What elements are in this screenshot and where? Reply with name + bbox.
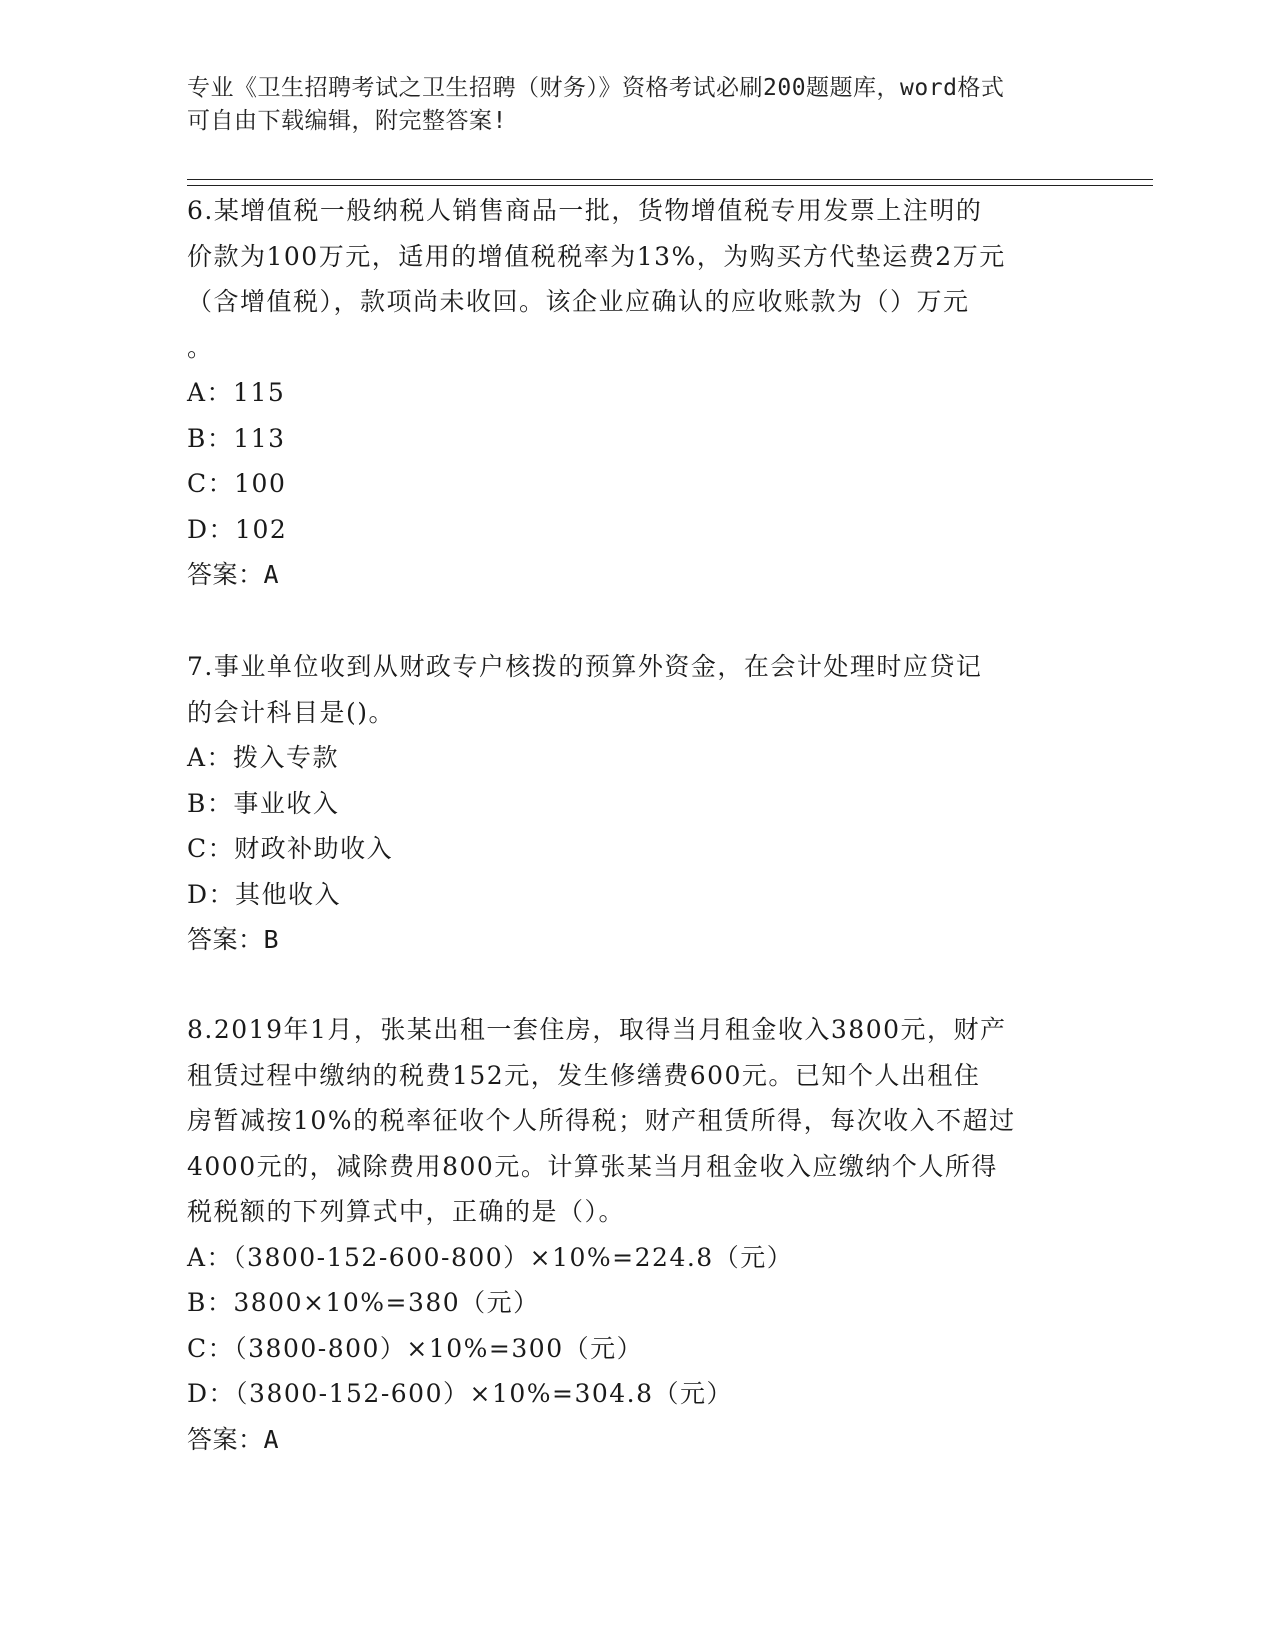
question-6 (187, 188, 1087, 598)
option-b: B：113 (187, 423, 286, 453)
option-b: B：3800×10%=380（元） (187, 1288, 540, 1317)
option-b: B：事业收入 (187, 788, 340, 818)
question-stem-line: 的会计科目是()。 (187, 697, 396, 727)
question-stem-line: 价款为100万元，适用的增值税税率为13%，为购买方代垫运费2万元 (187, 241, 1006, 271)
option-c: C：财政补助收入 (187, 834, 394, 863)
option-c: C：100 (187, 469, 287, 498)
header-line-1: 专业《卫生招聘考试之卫生招聘（财务）》资格考试必刷200题题库，word格式 (187, 75, 1005, 101)
option-d: D：其他收入 (187, 879, 342, 909)
option-a: A：115 (187, 378, 286, 407)
question-stem-line: 税税额的下列算式中，正确的是（）。 (187, 1197, 626, 1226)
option-a: A：拨入专款 (187, 743, 340, 772)
question-stem-line: （含增值税），款项尚未收回。该企业应确认的应收账款为（）万元 (187, 287, 970, 316)
option-d: D：102 (187, 514, 288, 544)
question-stem-line: 6.某增值税一般纳税人销售商品一批，货物增值税专用发票上注明的 (187, 196, 983, 225)
question-8 (187, 1007, 1087, 1462)
option-d: D：（3800-152-600）×10%=304.8（元） (187, 1379, 734, 1408)
question-stem-line: 8.2019年1月，张某出租一套住房，取得当月租金收入3800元，财产 (187, 1015, 1007, 1044)
answer-line: 答案：B (187, 925, 280, 954)
header-divider-top (187, 179, 1153, 180)
answer-line: 答案：A (187, 1424, 280, 1454)
question-stem-line: 7.事业单位收到从财政专户核拨的预算外资金，在会计处理时应贷记 (187, 652, 983, 681)
option-c: C：（3800-800）×10%=300（元） (187, 1333, 644, 1363)
header-line-2: 可自由下载编辑，附完整答案! (187, 108, 507, 134)
question-stem-line: 4000元的，减除费用800元。计算张某当月租金收入应缴纳个人所得 (187, 1151, 998, 1181)
option-a: A：（3800-152-600-800）×10%=224.8（元） (187, 1242, 794, 1272)
document-header (187, 72, 1087, 138)
question-stem-line: 租赁过程中缴纳的税费152元，发生修缮费600元。已知个人出租住 (187, 1060, 981, 1090)
question-7 (187, 644, 1087, 963)
question-stem-line: 房暂减按10%的税率征收个人所得税；财产租赁所得，每次收入不超过 (187, 1106, 1016, 1135)
answer-line: 答案：A (187, 560, 280, 589)
question-stem-line: 。 (187, 332, 214, 362)
header-divider-bottom (187, 185, 1153, 186)
